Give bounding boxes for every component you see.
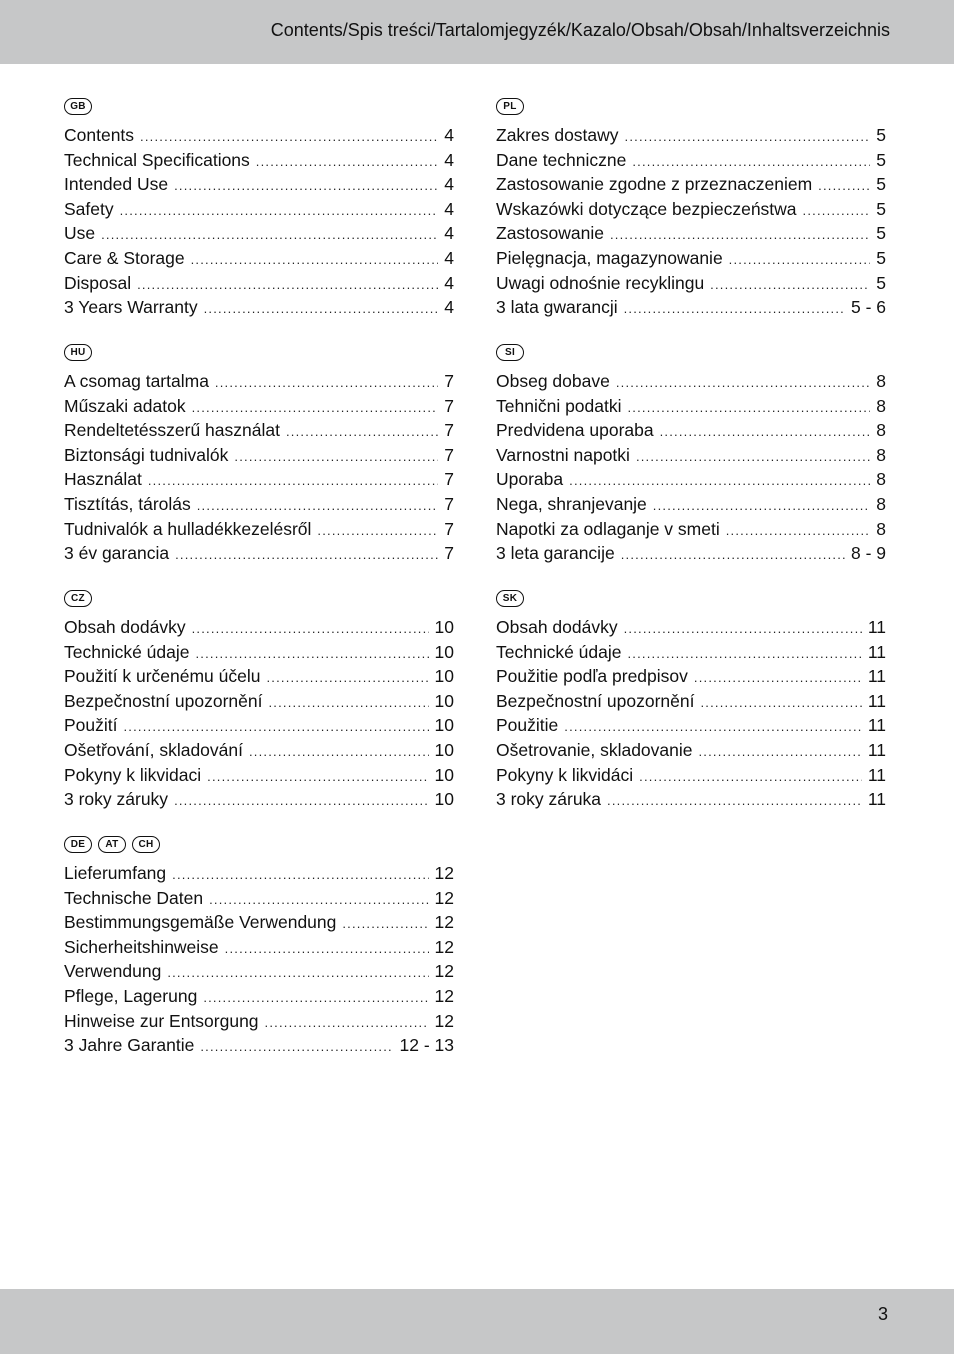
toc-entry-label: Zastosowanie zgodne z przeznaczeniem: [496, 174, 813, 195]
toc-entry-label: Zastosowanie: [496, 223, 604, 244]
toc-entry: [64, 615, 454, 640]
toc-entry-page: 7: [444, 518, 454, 539]
dot-leader: [639, 765, 862, 790]
toc-entry-page: 10: [434, 617, 454, 637]
dot-leader: [234, 445, 438, 470]
toc-entry-page: 12: [434, 863, 454, 883]
dot-leader: [569, 469, 870, 494]
toc-entry-page: 8: [876, 371, 886, 391]
toc-entry: [64, 246, 454, 271]
toc-entry: [496, 197, 886, 222]
toc-entry-label: Biztonsági tudnivalók: [64, 444, 229, 465]
page-title: Contents/Spis treści/Tartalomjegyzék/Kazalo/Obsah/Obsah/Inhaltsverzeichnis: [270, 20, 890, 40]
dot-leader: [267, 666, 429, 691]
toc-entry-page: 11: [867, 617, 886, 637]
dot-leader: [729, 248, 871, 273]
language-badge: PL: [496, 98, 524, 115]
toc-entry: [64, 738, 454, 763]
toc-entry-label: Napotki za odlaganje v smeti: [496, 518, 720, 539]
toc-entry-label: Použití k určenému účelu: [64, 666, 261, 687]
dot-leader: [148, 469, 438, 494]
toc-entry: [64, 1033, 454, 1058]
header-bar: [0, 0, 954, 64]
toc-entry-label: Pielęgnacja, magazynowanie: [496, 247, 723, 268]
toc-entry: [64, 541, 454, 566]
toc-entry-label: Rendeltetésszerű használat: [64, 420, 280, 441]
dot-leader: [564, 715, 862, 740]
dot-leader: [699, 740, 862, 765]
toc-entry: [64, 221, 454, 246]
toc-entry-label: 3 lata gwarancji: [496, 297, 618, 318]
language-badge: CZ: [64, 590, 92, 607]
dot-leader: [286, 420, 438, 445]
toc-section-gb: [64, 95, 454, 320]
toc-entry: [64, 418, 454, 443]
toc-entry: [64, 443, 454, 468]
toc-section-si: [496, 341, 886, 566]
toc-entry: [496, 492, 886, 517]
toc-entry: [496, 443, 886, 468]
toc-section-hu: [64, 341, 454, 566]
toc-entry: [496, 664, 886, 689]
language-badge: HU: [64, 344, 92, 361]
toc-entry-page: 8: [876, 493, 886, 514]
dot-leader: [607, 789, 862, 814]
toc-entry-page: 4: [444, 223, 454, 244]
toc-entry-page: 8 - 9: [850, 543, 886, 564]
toc-entry: [496, 271, 886, 296]
toc-entry-page: 5: [876, 174, 886, 195]
toc-entry-page: 7: [444, 395, 454, 416]
toc-entry: [64, 492, 454, 517]
toc-entry-page: 5: [876, 247, 886, 268]
language-badge: CH: [132, 836, 160, 853]
dot-leader: [726, 519, 871, 544]
dot-leader: [628, 642, 862, 667]
dot-leader: [660, 420, 871, 445]
toc-entry-label: Uporaba: [496, 469, 564, 490]
page-number: 3: [877, 1304, 888, 1324]
toc-entry-page: 11: [867, 715, 886, 736]
toc-entry-label: Bestimmungsgemäße Verwendung: [64, 912, 337, 933]
toc-entry-label: Obsah dodávky: [64, 617, 186, 637]
language-badges: [64, 587, 454, 609]
toc-entry-label: 3 leta garancije: [496, 543, 615, 564]
toc-entry: [496, 615, 886, 640]
dot-leader: [268, 691, 428, 716]
toc-entry: [64, 148, 454, 173]
toc-entry-page: 8: [876, 518, 886, 539]
toc-list: [64, 123, 454, 320]
toc-entry: [64, 763, 454, 788]
dot-leader: [624, 297, 845, 322]
toc-entry: [496, 689, 886, 714]
toc-list: [496, 123, 886, 320]
toc-entry-page: 10: [434, 641, 454, 662]
dot-leader: [204, 297, 439, 322]
dot-leader: [172, 863, 428, 888]
toc-entry-page: 12: [434, 912, 454, 933]
toc-entry-page: 12: [434, 985, 454, 1006]
toc-entry: [496, 148, 886, 173]
dot-leader: [610, 223, 870, 248]
language-badges: [496, 341, 886, 363]
language-badge: SK: [496, 590, 524, 607]
toc-entry: [496, 295, 886, 320]
language-badge: AT: [98, 836, 126, 853]
toc-entry: [496, 763, 886, 788]
toc-entry: [496, 713, 886, 738]
toc-entry-label: Nega, shranjevanje: [496, 493, 647, 514]
toc-entry-page: 11: [867, 789, 886, 810]
toc-entry-label: Pflege, Lagerung: [64, 985, 198, 1006]
language-badges: [64, 95, 454, 117]
toc-entry-page: 8: [876, 444, 886, 465]
toc-entry-page: 5: [876, 149, 886, 170]
toc-entry-label: Care & Storage: [64, 247, 185, 268]
toc-entry-page: 7: [444, 444, 454, 465]
toc-entry-label: 3 roky záruka: [496, 789, 602, 810]
toc-entry: [496, 221, 886, 246]
dot-leader: [624, 617, 862, 642]
toc-entry-label: Pokyny k likvidaci: [64, 764, 202, 785]
dot-leader: [101, 223, 438, 248]
toc-entry-label: Obseg dobave: [496, 371, 610, 391]
toc-entry-page: 12: [434, 936, 454, 957]
toc-entry-page: 4: [444, 198, 454, 219]
toc-entry-page: 8: [876, 395, 886, 416]
toc-entry-page: 11: [867, 690, 886, 711]
toc-entry-label: Použitie: [496, 715, 559, 736]
toc-entry-page: 10: [434, 789, 454, 810]
toc-entry-page: 5: [876, 272, 886, 293]
toc-entry-page: 4: [444, 297, 454, 318]
toc-entry-label: Dane techniczne: [496, 149, 627, 170]
dot-leader: [317, 519, 438, 544]
toc-entry-page: 7: [444, 420, 454, 441]
toc-entry-page: 4: [444, 247, 454, 268]
toc-list: [64, 861, 454, 1058]
dot-leader: [140, 125, 438, 150]
toc-entry-page: 12: [434, 1010, 454, 1031]
dot-leader: [174, 174, 438, 199]
toc-section-sk: [496, 587, 886, 812]
dot-leader: [265, 1011, 429, 1036]
toc-entry-label: Uwagi odnośnie recyklingu: [496, 272, 705, 293]
toc-entry-label: Technické údaje: [64, 641, 190, 662]
language-badges: [64, 833, 454, 855]
dot-leader: [225, 937, 429, 962]
dot-leader: [192, 617, 429, 642]
toc-entry-page: 10: [434, 764, 454, 785]
toc-entry: [64, 172, 454, 197]
dot-leader: [710, 273, 870, 298]
toc-entry-label: Použití: [64, 715, 118, 736]
dot-leader: [196, 642, 429, 667]
toc-entry-page: 8: [876, 420, 886, 441]
toc-entry-label: Intended Use: [64, 174, 169, 195]
dot-leader: [197, 494, 439, 519]
toc-entry: [496, 467, 886, 492]
toc-entry-label: Bezpečnostní upozornění: [64, 690, 263, 711]
toc-entry: [64, 517, 454, 542]
dot-leader: [256, 150, 438, 175]
toc-entry-page: 7: [444, 543, 454, 564]
toc-entry-page: 10: [434, 739, 454, 760]
dot-leader: [191, 248, 439, 273]
toc-entry: [496, 246, 886, 271]
toc-entry: [64, 369, 454, 394]
toc-entry-page: 7: [444, 371, 454, 391]
toc-entry: [64, 271, 454, 296]
toc-entry-page: 4: [444, 149, 454, 170]
toc-entry-page: 12: [434, 887, 454, 908]
toc-entry-label: Safety: [64, 198, 114, 219]
dot-leader: [124, 715, 429, 740]
toc-entry-page: 11: [867, 666, 886, 687]
dot-leader: [207, 765, 428, 790]
toc-entry-page: 5: [876, 223, 886, 244]
toc-entry: [64, 886, 454, 911]
toc-list: [496, 369, 886, 566]
dot-leader: [628, 396, 871, 421]
toc-entry-page: 12: [434, 961, 454, 982]
toc-entry-page: 7: [444, 469, 454, 490]
toc-entry-label: Lieferumfang: [64, 863, 167, 883]
language-badges: [64, 341, 454, 363]
toc-entry-label: Use: [64, 223, 96, 244]
toc-entry-label: Wskazówki dotyczące bezpieczeństwa: [496, 198, 797, 219]
dot-leader: [175, 543, 438, 568]
dot-leader: [200, 1035, 393, 1060]
toc-entry: [496, 787, 886, 812]
toc-entry: [496, 369, 886, 394]
language-badges: [496, 587, 886, 609]
toc-entry: [496, 738, 886, 763]
toc-entry: [496, 123, 886, 148]
language-badges: [496, 95, 886, 117]
toc-entry: [64, 935, 454, 960]
dot-leader: [632, 150, 870, 175]
toc-entry-page: 11: [867, 641, 886, 662]
toc-entry: [64, 197, 454, 222]
toc-entry: [496, 541, 886, 566]
toc-entry-label: Technische Daten: [64, 887, 204, 908]
toc-section-de: [64, 833, 454, 1058]
toc-entry-label: Technické údaje: [496, 641, 622, 662]
toc-entry-label: Verwendung: [64, 961, 162, 982]
toc-entry-label: Zakres dostawy: [496, 125, 619, 145]
dot-leader: [192, 396, 439, 421]
toc-entry-label: Použitie podľa predpisov: [496, 666, 688, 687]
toc-entry: [496, 394, 886, 419]
toc-entry-label: Predvidena uporaba: [496, 420, 654, 441]
toc-entry-label: Sicherheitshinweise: [64, 936, 219, 957]
dot-leader: [137, 273, 438, 298]
toc-entry-page: 5: [876, 198, 886, 219]
toc-entry-label: Disposal: [64, 272, 132, 293]
toc-entry-page: 11: [867, 764, 886, 785]
toc-entry-page: 12 - 13: [399, 1035, 454, 1056]
toc-entry-page: 4: [444, 125, 454, 145]
dot-leader: [120, 199, 439, 224]
toc-entry-label: Obsah dodávky: [496, 617, 618, 637]
dot-leader: [818, 174, 870, 199]
toc-entry: [64, 1009, 454, 1034]
dot-leader: [700, 691, 861, 716]
dot-leader: [167, 961, 428, 986]
dot-leader: [203, 986, 428, 1011]
toc-entry: [64, 787, 454, 812]
toc-entry-page: 5 - 6: [850, 297, 886, 318]
dot-leader: [616, 371, 870, 396]
toc-entry-page: 4: [444, 272, 454, 293]
toc-entry-label: 3 roky záruky: [64, 789, 169, 810]
toc-entry-label: 3 év garancia: [64, 543, 170, 564]
toc-entry-label: 3 Years Warranty: [64, 297, 198, 318]
toc-entry-label: Contents: [64, 125, 135, 145]
dot-leader: [636, 445, 870, 470]
toc-entry-label: 3 Jahre Garantie: [64, 1035, 195, 1056]
footer-bar: [0, 1289, 954, 1354]
toc-entry-label: Bezpečnostní upozornění: [496, 690, 695, 711]
dot-leader: [803, 199, 871, 224]
toc-entry-label: Műszaki adatok: [64, 395, 186, 416]
toc-list: [64, 369, 454, 566]
language-badge: GB: [64, 98, 92, 115]
toc-entry-label: Ošetřování, skladování: [64, 739, 243, 760]
toc-section-cz: [64, 587, 454, 812]
toc-entry-label: Technical Specifications: [64, 149, 250, 170]
toc-entry-page: 10: [434, 690, 454, 711]
toc-entry: [64, 910, 454, 935]
toc-entry-label: Hinweise zur Entsorgung: [64, 1010, 259, 1031]
toc-entry-label: Pokyny k likvidáci: [496, 764, 634, 785]
toc-entry-page: 11: [867, 739, 886, 760]
toc-entry: [64, 689, 454, 714]
toc-entry: [64, 394, 454, 419]
dot-leader: [342, 912, 428, 937]
toc-entry-page: 4: [444, 174, 454, 195]
toc-entry: [64, 295, 454, 320]
toc-list: [64, 615, 454, 812]
toc-entry: [64, 713, 454, 738]
toc-entry-label: Ošetrovanie, skladovanie: [496, 739, 693, 760]
dot-leader: [215, 371, 438, 396]
toc-entry-label: Tisztítás, tárolás: [64, 493, 191, 514]
dot-leader: [621, 543, 845, 568]
toc-entry: [496, 640, 886, 665]
toc-entry: [64, 640, 454, 665]
toc-entry: [64, 467, 454, 492]
toc-entry-label: A csomag tartalma: [64, 371, 209, 391]
toc-entry-label: Használat: [64, 469, 142, 490]
toc-entry: [64, 959, 454, 984]
toc-list: [496, 615, 886, 812]
toc-entry-page: 8: [876, 469, 886, 490]
language-badge: SI: [496, 344, 524, 361]
dot-leader: [653, 494, 870, 519]
dot-leader: [249, 740, 429, 765]
toc-entry: [64, 123, 454, 148]
toc-entry-label: Tudnivalók a hulladékkezelésről: [64, 518, 312, 539]
toc-entry: [64, 861, 454, 886]
toc-entry-page: 5: [876, 125, 886, 145]
toc-entry-page: 10: [434, 666, 454, 687]
toc-entry-label: Tehnični podatki: [496, 395, 622, 416]
toc-entry: [64, 984, 454, 1009]
dot-leader: [694, 666, 862, 691]
toc-entry-page: 10: [434, 715, 454, 736]
dot-leader: [174, 789, 428, 814]
dot-leader: [209, 888, 428, 913]
toc-entry: [496, 172, 886, 197]
toc-entry: [496, 418, 886, 443]
dot-leader: [625, 125, 871, 150]
toc-entry-page: 7: [444, 493, 454, 514]
toc-entry: [64, 664, 454, 689]
toc-section-pl: [496, 95, 886, 320]
language-badge: DE: [64, 836, 92, 853]
toc-entry-label: Varnostni napotki: [496, 444, 630, 465]
toc-entry: [496, 517, 886, 542]
